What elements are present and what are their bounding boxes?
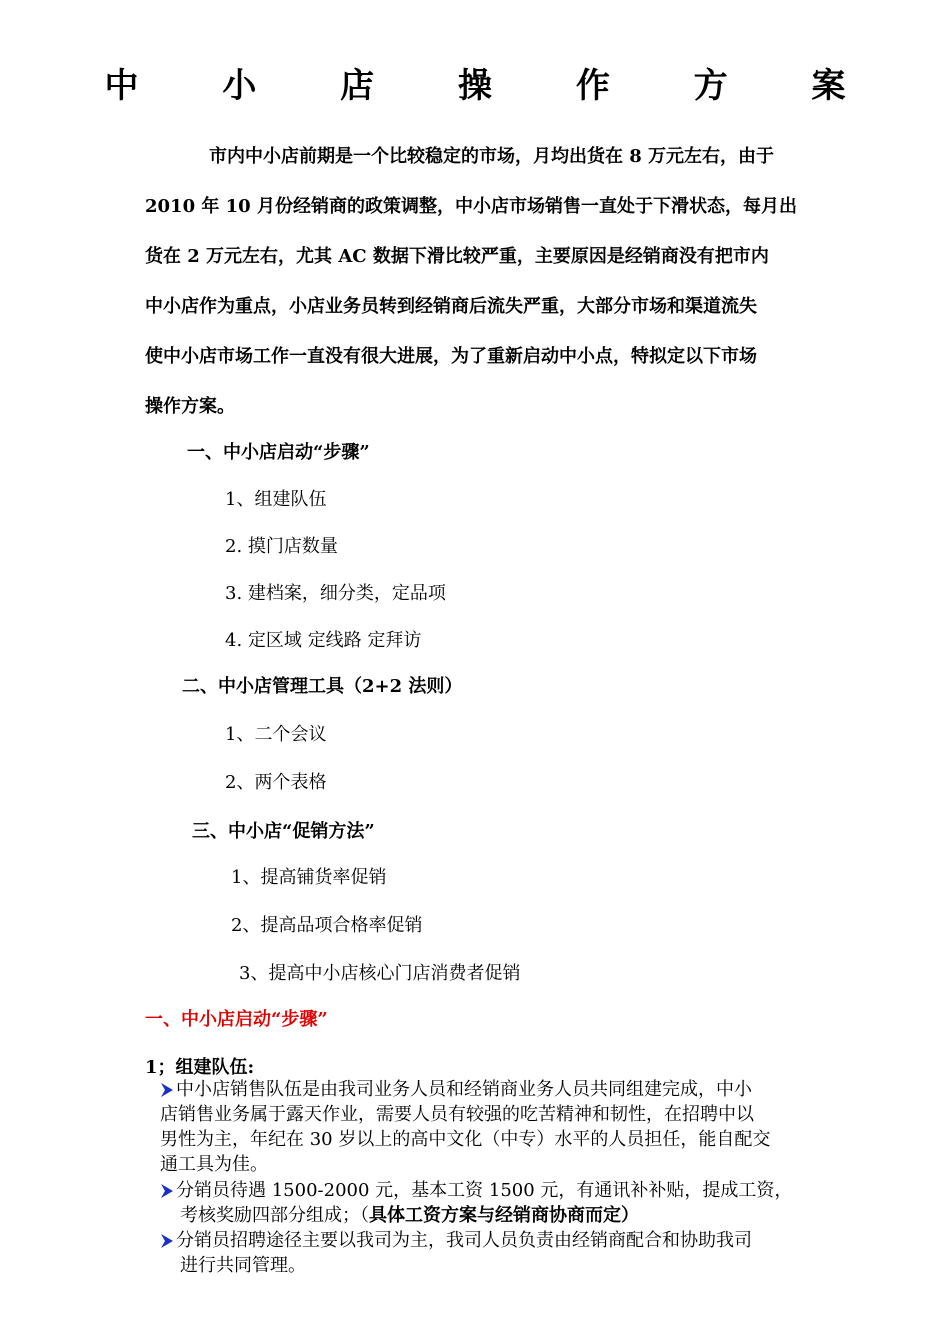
outline-item: 1、组建队伍 xyxy=(225,489,327,510)
intro-line: 操作方案。 xyxy=(145,396,235,417)
outline-item: 1、二个会议 xyxy=(225,724,327,745)
intro-line: 使中小店市场工作一直没有很大进展，为了重新启动中小点，特拟定以下市场 xyxy=(145,346,757,367)
outline-item: 3、提高中小店核心门店消费者促销 xyxy=(239,963,521,984)
subsection-heading: 1；组建队伍: xyxy=(145,1057,255,1078)
document-title: 中 小 店 操 作 方 案 xyxy=(104,66,882,106)
outline-heading-2: 二、中小店管理工具（2+2 法则） xyxy=(182,676,463,697)
intro-line: 中小店作为重点，小店业务员转到经销商后流失严重，大部分市场和渠道流失 xyxy=(145,296,757,317)
bullet-line: 分销员招聘途径主要以我司为主，我司人员负责由经销商配合和协助我司 xyxy=(176,1230,752,1251)
intro-line: 2010 年 10 月份经销商的政策调整，中小店市场销售一直处于下滑状态，每月出 xyxy=(145,196,797,217)
arrow-bullet-icon xyxy=(158,1081,176,1099)
bullet-line: 进行共同管理。 xyxy=(180,1255,306,1276)
intro-line: 市内中小店前期是一个比较稳定的市场，月均出货在 8 万元左右，由于 xyxy=(209,146,775,167)
bullet-line xyxy=(158,1203,810,1228)
arrow-bullet-icon xyxy=(158,1232,176,1250)
outline-item: 3. 建档案，细分类，定品项 xyxy=(225,583,446,604)
bullet-paragraph xyxy=(158,1077,810,1177)
section-heading-red: 一、中小店启动“步骤” xyxy=(145,1009,328,1030)
bullet-line: 中小店销售队伍是由我司业务人员和经销商业务人员共同组建完成，中小 xyxy=(176,1079,752,1100)
outline-item: 2、提高品项合格率促销 xyxy=(231,915,423,936)
outline-heading-3: 三、中小店“促销方法” xyxy=(192,821,375,842)
bullet-line: 通工具为佳。 xyxy=(160,1154,268,1175)
bullet-line: 男性为主，年纪在 30 岁以上的高中文化（中专）水平的人员担任，能自配交 xyxy=(160,1129,771,1150)
bullet-text-bold: 具体工资方案与经销商协商而定） xyxy=(369,1205,639,1226)
intro-paragraph xyxy=(145,132,810,432)
bullet-line: 店销售业务属于露天作业，需要人员有较强的吃苦精神和韧性，在招聘中以 xyxy=(160,1104,754,1125)
outline-item: 1、提高铺货率促销 xyxy=(231,867,387,888)
outline-item: 2. 摸门店数量 xyxy=(225,536,338,557)
bullet-paragraph xyxy=(158,1228,810,1278)
arrow-bullet-icon xyxy=(158,1182,176,1200)
outline-item: 2、两个表格 xyxy=(225,772,327,793)
bullet-paragraph xyxy=(158,1178,810,1228)
bullet-text: 考核奖励四部分组成；（ xyxy=(180,1205,369,1226)
outline-heading-1: 一、中小店启动“步骤” xyxy=(187,442,370,463)
intro-line: 货在 2 万元左右，尤其 AC 数据下滑比较严重，主要原因是经销商没有把市内 xyxy=(145,246,769,267)
outline-item: 4. 定区域 定线路 定拜访 xyxy=(225,630,422,651)
bullet-line: 分销员待遇 1500-2000 元，基本工资 1500 元，有通讯补补贴，提成工资， xyxy=(176,1180,793,1201)
